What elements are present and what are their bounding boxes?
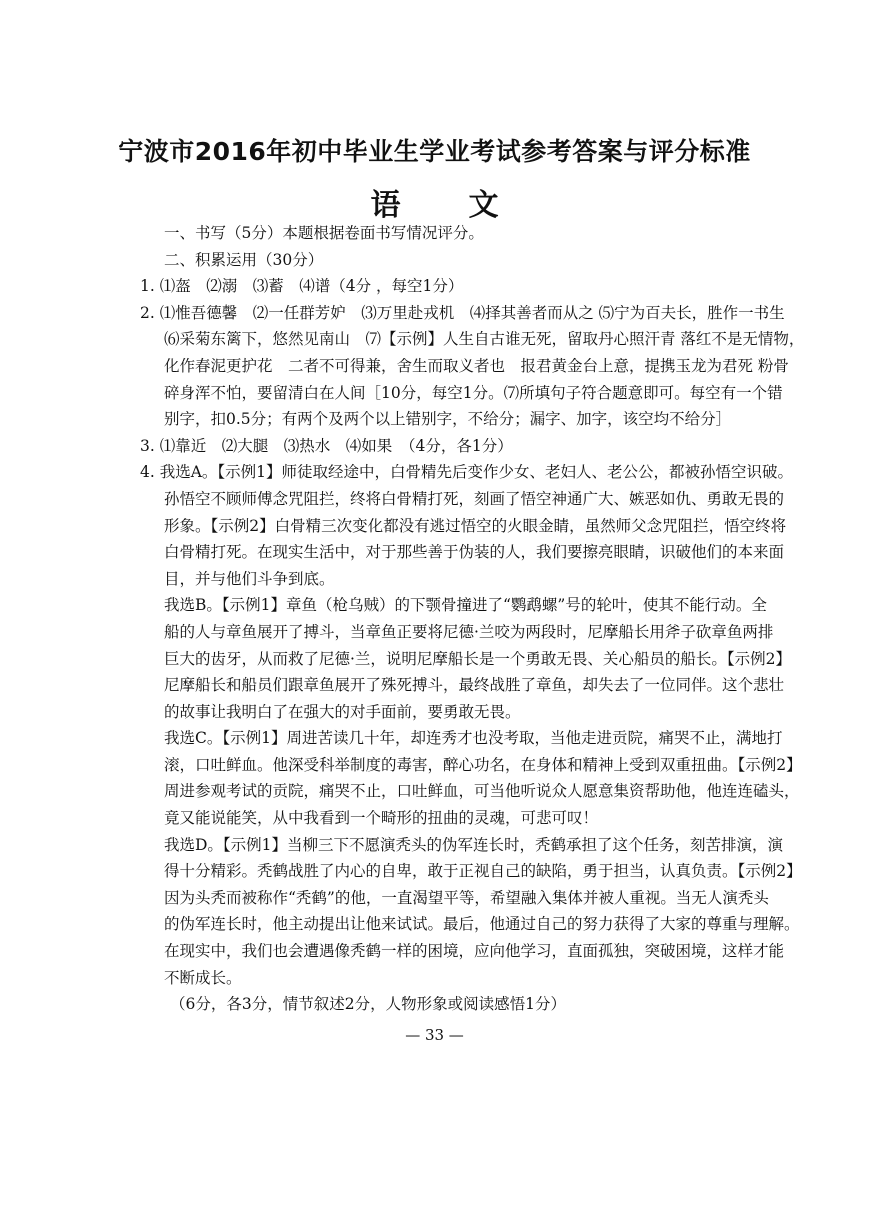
subject-heading: 语文 [370, 188, 567, 223]
option-c-line: 周进参观考试的贡院，痛哭不止，口吐鲜血，可当他听说众人愿意集资帮助他，他连连磕头， [164, 782, 800, 801]
document-title: 宁波市2016年初中毕业生学业考试参考答案与评分标准 [118, 137, 751, 166]
option-c-line: 我选C。【示例1】周进苦读几十年，却连秀才也没考取，当他走进贡院，痛哭不止，满地打 [164, 729, 783, 748]
question-4-option-d [140, 832, 810, 992]
option-d-line: 在现实中，我们也会遭遇像秃鹤一样的困境，应向他学习，直面孤独，突破困境，这样才能 [164, 942, 785, 961]
question-2-line: 2. ⑴惟吾德馨 ⑵一任群芳妒 ⑶万里赴戎机 ⑷择其善者而从之 ⑸宁为百夫长，胜作一书生 [140, 303, 785, 322]
option-d-line: 因为头秃而被称作“秃鹤”的他，一直渴望平等，希望融入集体并被人重视。当无人演秃头 [164, 888, 769, 907]
question-1: 1. ⑴盔 ⑵溺 ⑶蓄 ⑷谱（4分 ，每空1分） [140, 277, 464, 296]
option-a-line: 形象。【示例2】白骨精三次变化都没有逃过悟空的火眼金睛，虽然师父念咒阻拦，悟空终将 [164, 516, 787, 535]
option-c-line: 滚，口吐鲜血。他深受科举制度的毒害，醉心功名，在身体和精神上受到双重扭曲。【示例2】 [164, 755, 802, 774]
option-a-line: 孙悟空不顾师傅念咒阻拦，终将白骨精打死，刻画了悟空神通广大、嫉恶如仇、勇敢无畏的 [164, 489, 785, 508]
section-writing: 一、书写（5分）本题根据卷面书写情况评分。 [164, 224, 484, 242]
question-4-option-b [140, 592, 810, 725]
question-2 [140, 300, 810, 433]
option-b-line: 尼摩船长和船员们跟章鱼展开了殊死搏斗，最终战胜了章鱼，却失去了一位同伴。这个悲壮 [164, 676, 785, 695]
question-4 [140, 459, 810, 1017]
option-a-line: 4. 我选A。【示例1】师徒取经途中，白骨精先后变作少女、老妇人、老公公，都被孙悟空识破。 [140, 463, 794, 482]
option-d-line: 不断成长。 [164, 968, 242, 987]
option-b-line: 的故事让我明白了在强大的对手面前，要勇敢无畏。 [164, 702, 521, 721]
question-3: 3. ⑴靠近 ⑵大腿 ⑶热水 ⑷如果 （4分，各1分） [140, 436, 513, 455]
question-2-line: 碎身浑不怕，要留清白在人间［10分，每空1分。⑺所填句子符合题意即可。每空有一个错 [164, 383, 783, 402]
option-b-line: 巨大的齿牙，从而救了尼德·兰，说明尼摩船长是一个勇敢无畏、关心船员的船长。【示例2】 [164, 649, 792, 668]
option-a-line: 目，并与他们斗争到底。 [164, 569, 335, 588]
page-number: — 33 — [405, 1026, 464, 1044]
option-d-line: 我选D。【示例1】当柳三下不愿演秃头的伪军连长时，秃鹤承担了这个任务，刻苦排演，演 [164, 835, 784, 854]
question-4-option-c [140, 725, 810, 831]
answer-body [140, 220, 810, 1018]
question-2-line: ⑹采菊东篱下，悠然见南山 ⑺【示例】人生自古谁无死，留取丹心照汗青 落红不是无情物， [164, 330, 805, 349]
option-c-line: 竟又能说能笑，从中我看到一个畸形的扭曲的灵魂，可悲可叹！ [164, 809, 599, 828]
option-d-line: 的伪军连长时，他主动提出让他来试试。最后，他通过自己的努力获得了大家的尊重与理解。 [164, 915, 800, 934]
question-2-line: 化作春泥更护花 二者不可得兼，舍生而取义者也 报君黄金台上意，提携玉龙为君死 粉骨 [164, 356, 789, 375]
question-2-line: 别字，扣0.5分；有两个及两个以上错别字，不给分；漏字、加字，该空均不给分］ [164, 410, 732, 429]
section-accumulation: 二、积累运用（30分） [164, 250, 324, 269]
option-b-line: 我选B。【示例1】章鱼（枪乌贼）的下颚骨撞进了“鹦鹉螺”号的轮叶，使其不能行动。全 [164, 596, 767, 615]
option-d-line: 得十分精彩。秃鹤战胜了内心的自卑，敢于正视自己的缺陷，勇于担当，认真负责。【示例2】 [164, 862, 802, 881]
option-a-line: 白骨精打死。在现实生活中，对于那些善于伪装的人，我们要擦亮眼睛，识破他们的本来面 [164, 543, 785, 562]
question-4-option-a [140, 459, 810, 592]
question-4-scoring: （6分，各3分，情节叙述2分，人物形象或阅读感悟1分） [170, 995, 566, 1014]
option-b-line: 船的人与章鱼展开了搏斗，当章鱼正要将尼德·兰咬为两段时，尼摩船长用斧子砍章鱼两排 [164, 622, 774, 641]
